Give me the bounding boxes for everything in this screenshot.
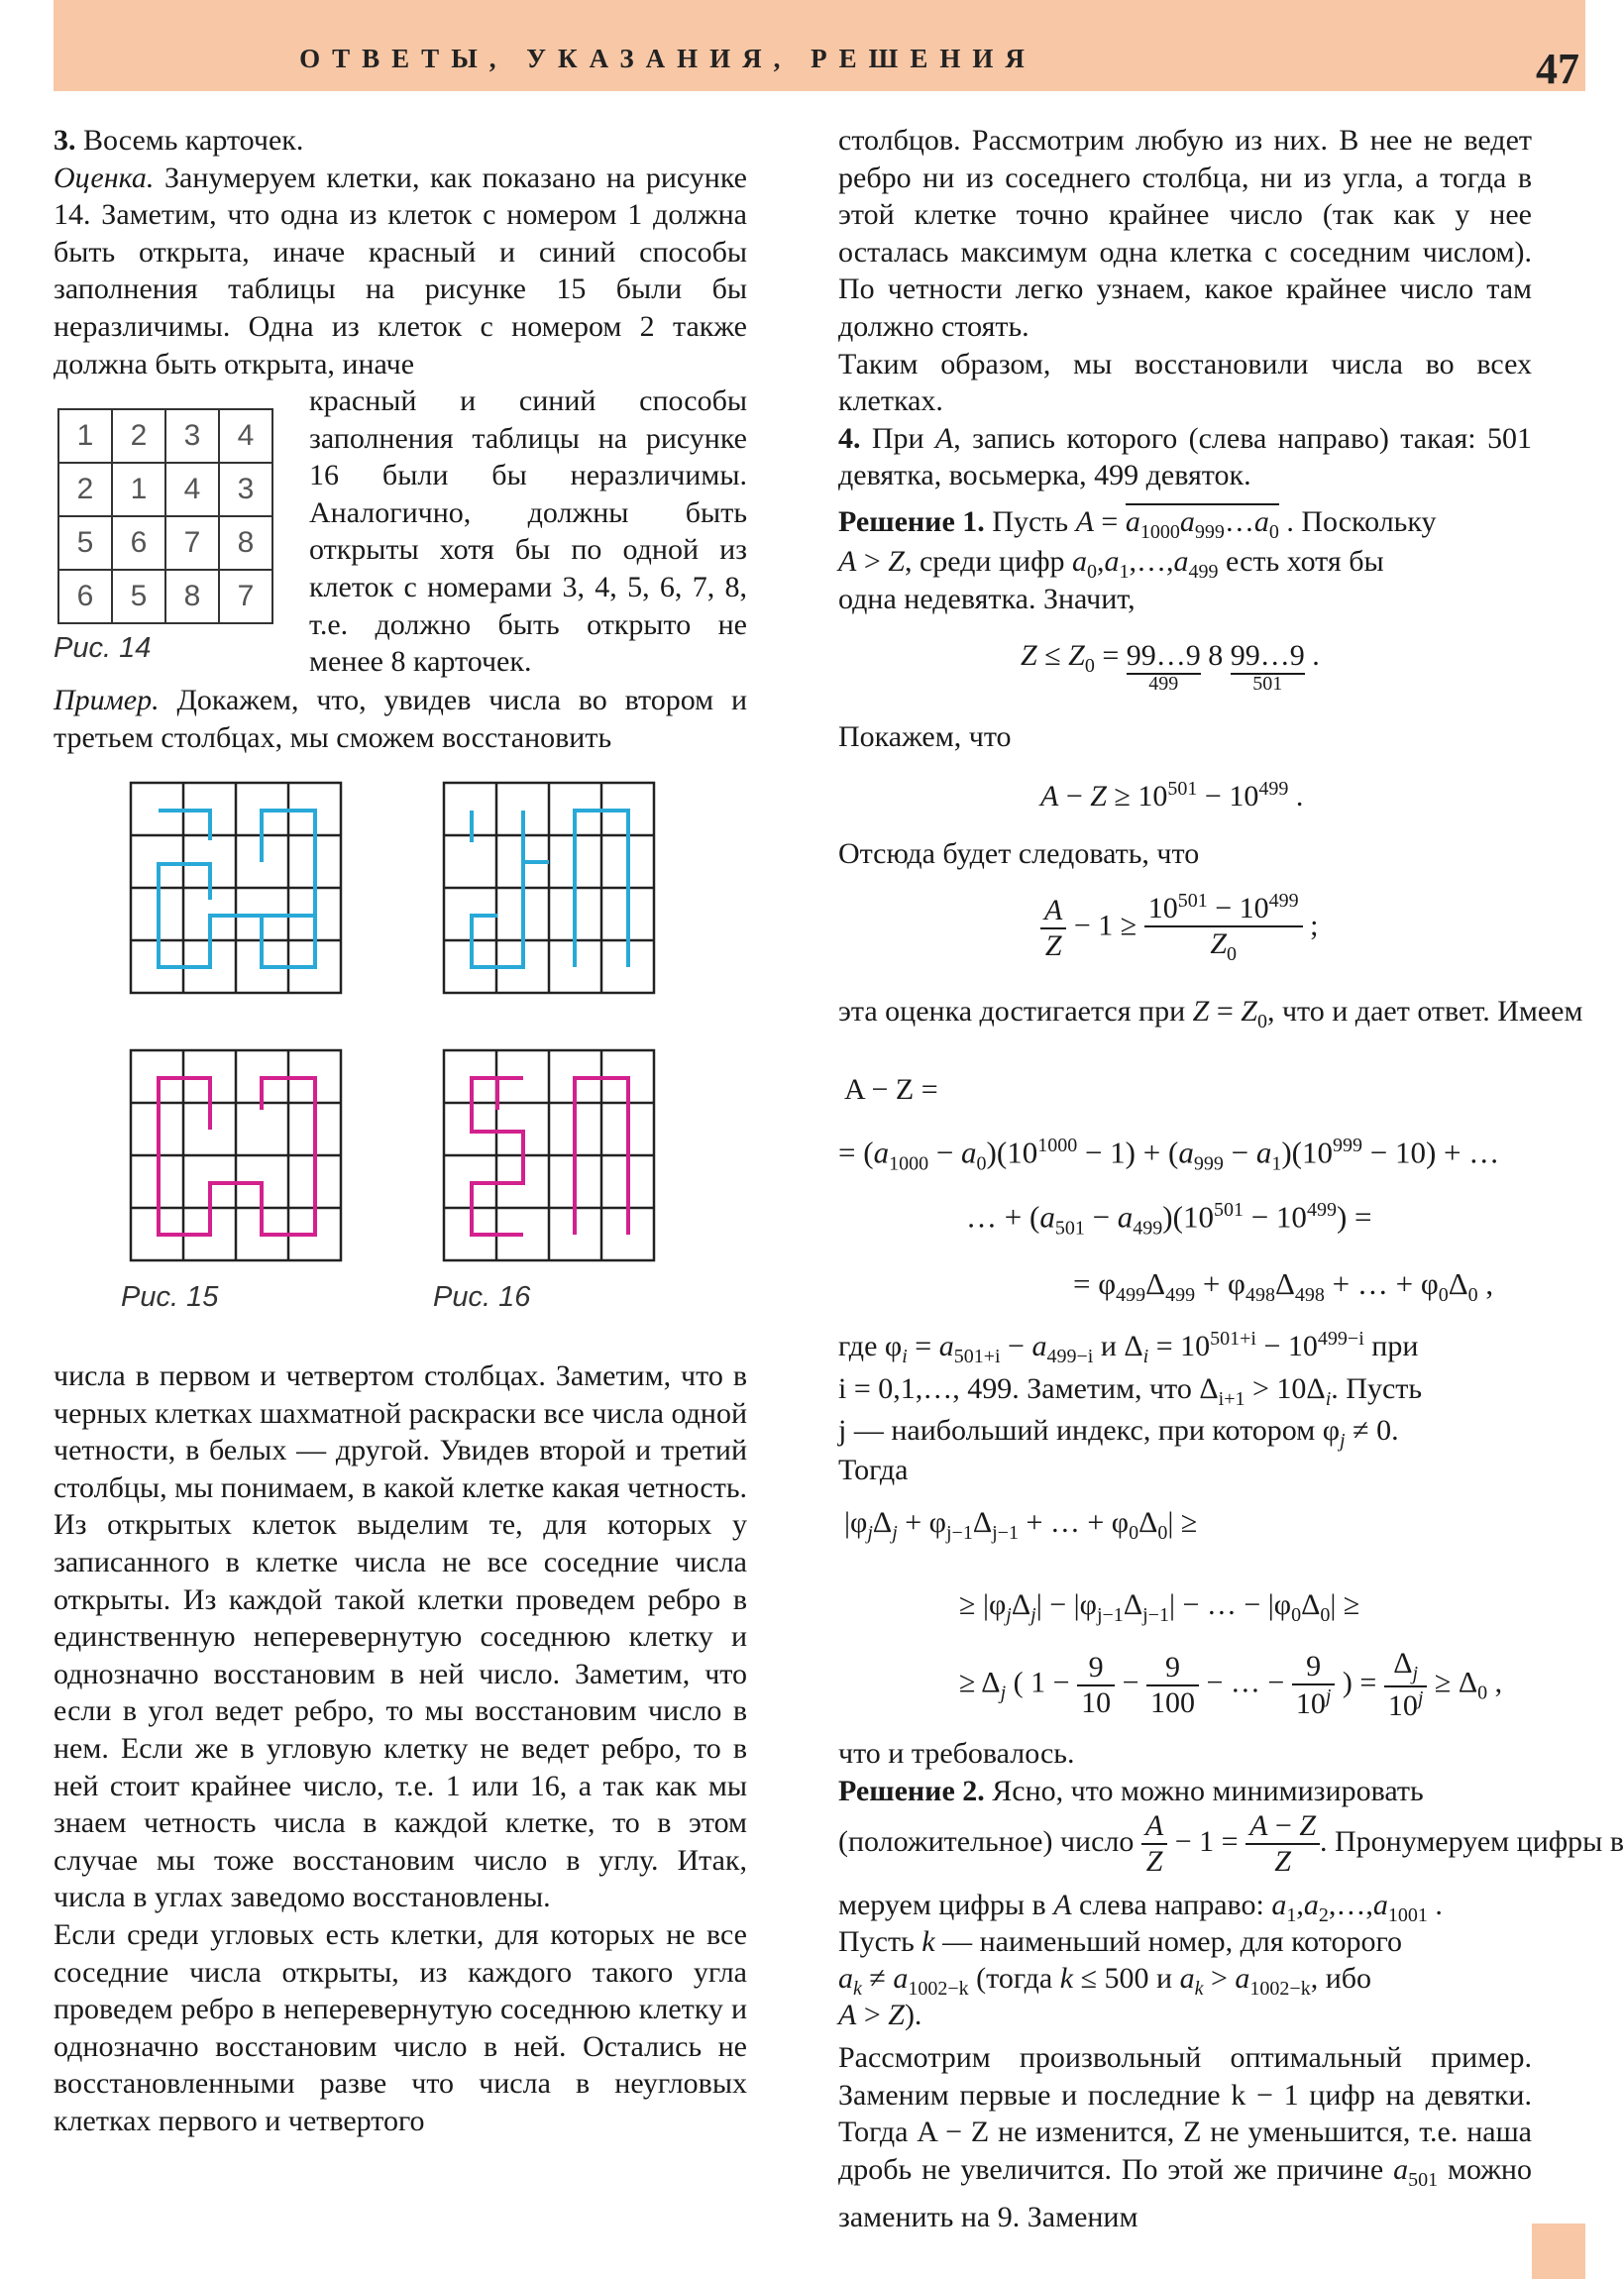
ratio-inequality: $\frac{A}{Z}$ − 1 ≥ $\frac{10^{501} - 10^{499}}{Z_0}$ ; — [1040, 890, 1318, 966]
left-lower — [54, 1357, 747, 2139]
where-line: где $\varphi_i = a_{501+i} - a_{499-i}$ и $\Delta_i = 10^{501+i} - 10^{499-i}$ при — [838, 1328, 1419, 1367]
problem-3-heading: 3. Восемь карточек. — [54, 124, 304, 157]
show-text: Покажем, что — [838, 720, 1012, 753]
header-title: ОТВЕТЫ, УКАЗАНИЯ, РЕШЕНИЯ — [299, 44, 1036, 73]
continuation-paragraph: столбцов. Рассмотрим любую из них. В нее не ведет ребро ни из соседнего столбца, ни из угла, а тогда в этой клетке точно крайнее число (так как у нее осталась максимум одна клетка с соседним числом). По четности легко узнаем, какое крайнее число там должно стоять. — [838, 124, 1532, 343]
figures-15-16 — [119, 773, 674, 1328]
chain-1: $|\varphi_j\Delta_j + \varphi_{j-1}\Delta_{j-1}$ + … + $\varphi_0\Delta_0|$ ≥ — [844, 1506, 1198, 1544]
final-paragraph-wrap — [838, 2039, 1532, 2236]
left-column — [54, 122, 747, 382]
required-text: что и требовалось. — [838, 1737, 1075, 1770]
side-paragraph: красный и синий способы заполнения таблицы на рисунке 16 были бы неразличимы. Аналогично, должны быть открыты хотя бы по одной из клеток с номерами 3, 4, 5, 6, 7, 8, т.е. должно быть открыто не менее 8 карточек. — [309, 384, 747, 679]
grid-cell: 7 — [219, 570, 272, 623]
grid-cell: 8 — [219, 516, 272, 570]
expansion-1: = $(a_{1000} - a_0)(10^{1000} - 1) + (a_{999} - a_1)(10^{999} - 10)$ + … — [838, 1135, 1500, 1175]
final-paragraph: Рассмотрим произвольный оптимальный пример. Заменим первые и последние k − 1 цифр на девятки. Тогда A − Z не изменится, Z не уменьшится, т.е. наша дробь не увеличится. По этой же причине $a_{501}$ можно заменить на 9. Заменим — [838, 2041, 1532, 2234]
grid-14 — [57, 408, 273, 624]
grid-cell: 3 — [165, 409, 219, 463]
page-number: 47 — [1536, 45, 1579, 93]
grid-cell: 6 — [112, 516, 165, 570]
fig15-pink — [131, 1050, 341, 1260]
parity-paragraph: числа в первом и четвертом столбцах. Заметим, что в черных клетках шахматной раскраски все числа одной четности, в белых — другой. Увидев второй и третий столбцы, мы понимаем, в какой клетке какая четность. Из открытых клеток выделим те, для которых у записанного в клетке числа не все соседние числа открыты. Из каждой такой клетки проведем ребро в единственную неперевернутую соседнюю клетку и однозначно восстановим в ней число. Заметим, что если в угол ведет ребро, то мы восстановим число в нем. Если же в угловую клетку не ведет ребро, то в ней стоит крайнее число, т.е. 1 или 16, а так как мы знаем четность числа в каждой клетке, то в этом случае мы тоже восстановим число в углу. Итак, числа в углах заведомо восстановлены. — [54, 1359, 747, 1914]
solution-2-line2: (положительное) число $\frac{A}{Z}$ − 1 = $\frac{A - Z}{Z}$ . Пронумеруем цифры в — [838, 1809, 1624, 1878]
grid-cell: 2 — [58, 463, 112, 516]
solution-2-line1: Решение 2. Ясно, что можно минимизировать — [838, 1775, 1424, 1807]
fig15-caption: Рис. 15 — [121, 1281, 219, 1313]
figure-14 — [54, 408, 273, 665]
fig16-blue — [444, 783, 654, 993]
amz: A − Z = — [844, 1073, 938, 1106]
estimate-text: эта оценка достигается при $Z = Z_0$, что и дает ответ. Имеем — [838, 995, 1583, 1032]
grid-cell: 4 — [219, 409, 272, 463]
fig16-caption: Рис. 16 — [433, 1281, 531, 1313]
solution-2-line4: Пусть k — наименьший номер, для которого — [838, 1925, 1403, 1958]
grid-cell: 2 — [112, 409, 165, 463]
corner-tab — [1532, 2224, 1585, 2279]
example-paragraph-wrap — [54, 682, 747, 756]
problem-4: 4. При A, запись которого (слева направо) такая: 501 девятка, восьмерка, 499 девяток. — [838, 421, 1532, 492]
where-line-3: j — наибольший индекс, при котором $\varphi_j \ne 0$. — [838, 1414, 1399, 1452]
where-line-2: i = 0,1,…, 499. Заметим, что $\Delta_{i+1} > 10\Delta_i$. Пусть — [838, 1372, 1423, 1410]
solution-1-line3: одна недевятка. Значит, — [838, 583, 1136, 615]
grid-cell: 1 — [112, 463, 165, 516]
grid-cell: 1 — [58, 409, 112, 463]
then-text: Тогда — [838, 1454, 909, 1486]
follow-text: Отсюда будет следовать, что — [838, 837, 1200, 870]
expansion-3: = $\varphi_{499}\Delta_{499} + \varphi_{498}\Delta_{498}$ + … + $\varphi_0\Delta_0$ , — [1073, 1266, 1494, 1307]
grid-cell: 3 — [219, 463, 272, 516]
solution-2-line3: меруем цифры в A слева направо: $a_1,a_2,\dots,a_{1001}$ . — [838, 1889, 1443, 1926]
expansion-2: … + $(a_{501} - a_{499})(10^{501} - 10^{499})$ = — [966, 1199, 1372, 1240]
corner-paragraph: Если среди угловых есть клетки, для которых не все соседние числа открыты, из каждого такого угла проведем ребро в неперевернутую соседнюю клетку и однозначно восстановим число в ней. Остались не восстановленными разве что числа в неугловых клетках первого и четвертого — [54, 1917, 747, 2137]
chain-2: ≥ $|\varphi_j\Delta_j| - |\varphi_{j-1}\Delta_{j-1}|$ − … − $|\varphi_0\Delta_0|$ ≥ — [959, 1588, 1360, 1626]
solution-1-line1: Решение 1. Пусть $A = a_{1000}a_{999}\dots a_0$ . Поскольку — [838, 505, 1437, 543]
chain-3: ≥ $\Delta_j$ ( 1 − $\frac{9}{10}$ − $\frac{9}{100}$ − … − $\frac{9}{10^j}$ ) = $\frac{\Delta_j}{10^j}$ ≥ $\Delta_0$ , — [959, 1647, 1503, 1722]
grid-cell: 4 — [165, 463, 219, 516]
grid-cell: 8 — [165, 570, 219, 623]
fig16-pink — [444, 1050, 654, 1260]
estimate-paragraph: Оценка. Занумеруем клетки, как показано на рисунке 14. Заметим, что одна из клеток с номером 1 должна быть открыта, иначе красный и синий способы заполнения таблицы на рисунке 15 были бы неразличимы. Одна из клеток с номером 2 также должна быть открыта, иначе — [54, 161, 747, 380]
solution-2-line6: A > Z). — [838, 1999, 922, 2031]
grid-cell: 6 — [58, 570, 112, 623]
fig15-blue — [131, 783, 341, 993]
grid-cell: 5 — [58, 516, 112, 570]
solution-2-line5: $a_k \ne a_{1002-k}$ (тогда k ≤ 500 и $a_k > a_{1002-k}$, ибо — [838, 1962, 1372, 2000]
example-paragraph: Пример. Докажем, что, увидев числа во втором и третьем столбцах, мы сможем восстановить — [54, 684, 747, 754]
grid-cell: 7 — [165, 516, 219, 570]
inequality-1: $A - Z \ge 10^{501} - 10^{499}$ . — [1040, 778, 1304, 813]
grid-cell: 5 — [112, 570, 165, 623]
right-column — [838, 122, 1532, 494]
solution-1-line2: A > Z, среди цифр $a_0,a_1,\dots,a_{499}$ есть хотя бы — [838, 545, 1384, 583]
page-header — [54, 0, 1585, 91]
thus-paragraph: Таким образом, мы восстановили числа во всех клетках. — [838, 347, 1532, 418]
fig14-caption: Рис. 14 — [54, 632, 152, 664]
side-text — [309, 382, 747, 681]
z0-formula: $Z \le Z_0$ = 99…9 499 8 99…9 501 . — [1021, 639, 1320, 695]
